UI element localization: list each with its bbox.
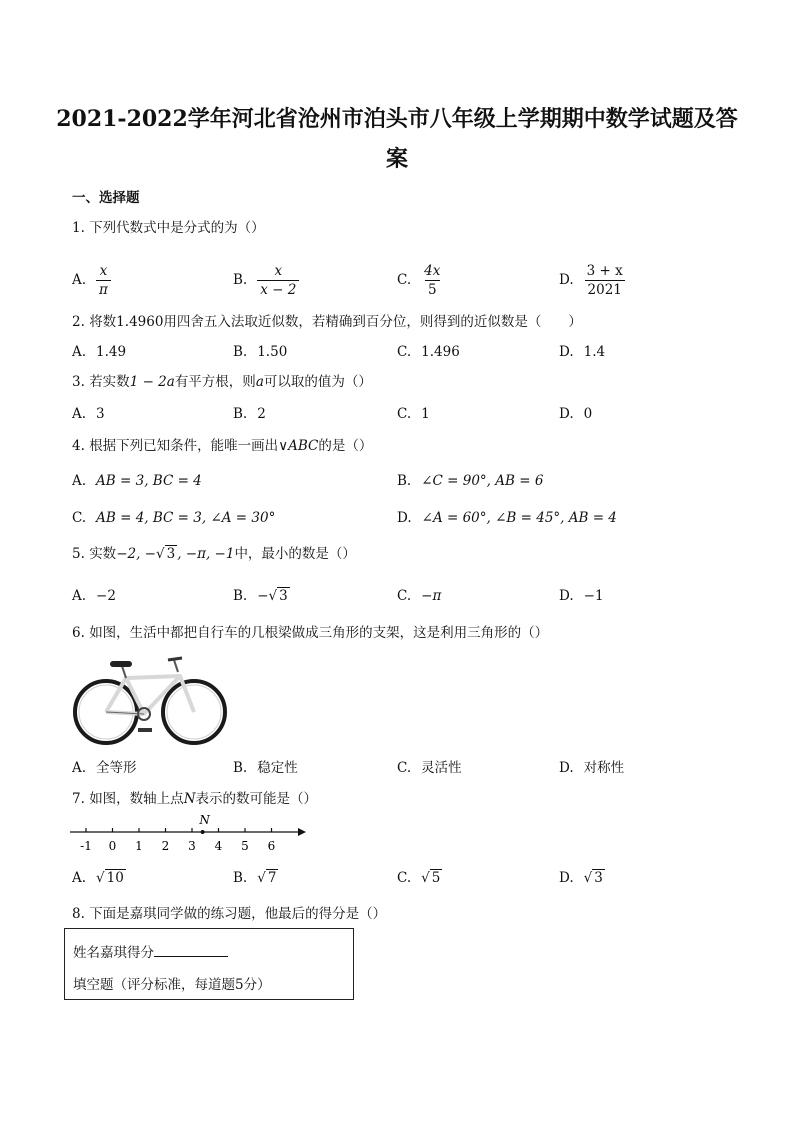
q3-option-c: C. 1 — [397, 406, 430, 422]
q4-option-a: A. AB = 3, BC = 4 — [72, 473, 202, 489]
question-8: 8. 下面是嘉琪同学做的练习题，他最后的得分是（） — [72, 906, 387, 922]
q4-option-b: B. ∠C = 90°, AB = 6 — [397, 473, 544, 489]
q3-option-b: B. 2 — [233, 406, 266, 422]
number-line — [70, 812, 310, 854]
q6-option-c: C. 灵活性 — [397, 760, 462, 776]
q7-option-c: C. √ 5 — [397, 870, 441, 886]
question-5: 5. 实数−2, −√ 3 , −π, −1中，最小的数是（） — [72, 546, 356, 562]
q5-option-b: B. −√ 3 — [233, 588, 288, 604]
q6-option-b: B. 稳定性 — [233, 760, 298, 776]
score-blank — [154, 944, 228, 957]
q1-option-b: B. $\frac{x}{x - 2}$ — [233, 262, 299, 299]
q7-option-d: D. √ 3 — [559, 870, 603, 886]
bicycle-icon — [75, 658, 225, 743]
question-4: 4. 根据下列已知条件，能唯一画出∨ABC的是（） — [72, 438, 373, 454]
q4-option-c: C. AB = 4, BC = 3, ∠A = 30° — [72, 510, 276, 526]
document-title-cont: 案 — [385, 146, 408, 172]
q2-option-a: A. 1.49 — [72, 344, 127, 360]
q7-option-b: B. √ 7 — [233, 870, 277, 886]
q2-option-c: C. 1.496 — [397, 344, 460, 360]
exercise-box — [64, 928, 354, 1000]
bicycle-figure — [70, 654, 226, 746]
q4-option-d: D. ∠A = 60°, ∠B = 45°, AB = 4 — [397, 510, 617, 526]
question-1 — [72, 218, 265, 238]
question-6: 6. 如图，生活中都把自行车的几根梁做成三角形的支架，这是利用三角形的（） — [72, 625, 549, 641]
exercise-box-instruction: 填空题（评分标准，每道题5分） — [73, 977, 271, 993]
number-line-point — [201, 830, 205, 834]
q1-option-d: D. $\frac{3 + x}{2021}$ — [559, 262, 626, 299]
exercise-box-name-line: 姓名嘉琪得分 — [73, 941, 228, 961]
q6-option-d: D. 对称性 — [559, 760, 625, 776]
q1-option-a: A. $\frac{x}{\pi}$ — [72, 262, 111, 299]
question-2: 2. 将数1.4960用四舍五入法取近似数，若精确到百分位，则得到的近似数是（ ） — [72, 314, 582, 330]
section-heading: 一、选择题 — [72, 190, 140, 206]
question-text: 下列代数式中是分式的为（） — [89, 220, 265, 236]
number-line-tick-label: 4 — [214, 839, 223, 853]
q5-option-c: C. −π — [397, 588, 442, 604]
question-3: 3. 若实数1 − 2a有平方根，则a可以取的值为（） — [72, 374, 372, 390]
question-number: 1. — [72, 220, 85, 236]
number-line-arrow — [298, 828, 306, 836]
document-title: 2021-2022学年河北省沧州市泊头市八年级上学期期中数学试题及答 — [56, 106, 738, 132]
number-line-tick-label: 2 — [161, 839, 170, 853]
number-line-tick-label: 1 — [135, 839, 143, 853]
q6-option-a: A. 全等形 — [72, 760, 137, 776]
number-line-tick-label: -1 — [80, 839, 92, 853]
q2-option-b: B. 1.50 — [233, 344, 288, 360]
q3-option-d: D. 0 — [559, 406, 593, 422]
number-line-point-label: N — [199, 813, 210, 827]
q1-option-c: C. $\frac{4x}{5}$ — [397, 263, 441, 298]
number-line-tick-label: 5 — [241, 839, 249, 853]
number-line-tick-label: 0 — [108, 839, 117, 853]
q5-option-a: A. −2 — [72, 588, 116, 604]
q5-option-d: D. −1 — [559, 588, 604, 604]
q3-option-a: A. 3 — [72, 406, 105, 422]
number-line-tick-label: 6 — [267, 839, 276, 853]
q7-option-a: A. √ 10 — [72, 870, 124, 886]
q2-option-d: D. 1.4 — [559, 344, 606, 360]
question-7: 7. 如图，数轴上点N表示的数可能是（） — [72, 791, 317, 807]
number-line-tick-label: 3 — [188, 839, 196, 853]
